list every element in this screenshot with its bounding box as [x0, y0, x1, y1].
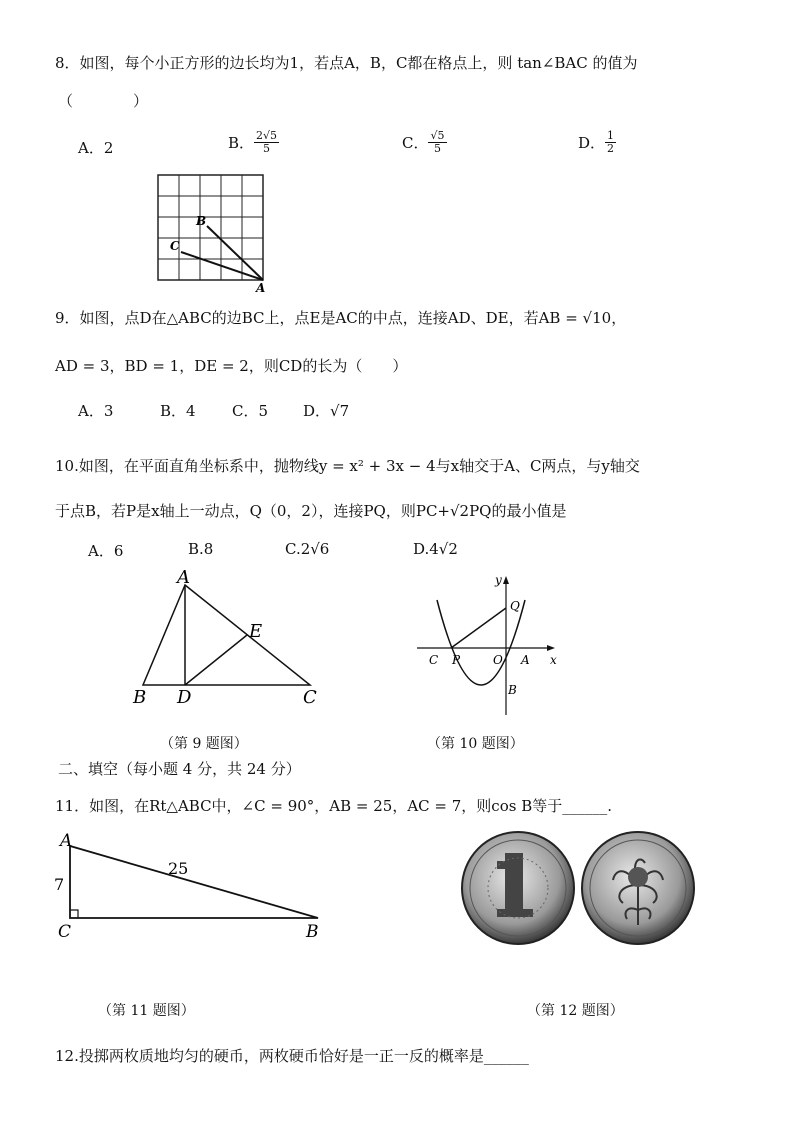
- label-y: y: [495, 573, 502, 587]
- q9-stem-line2: AD = 3，BD = 1，DE = 2，则CD的长为（ ）: [55, 357, 408, 375]
- label-c: C: [58, 922, 72, 942]
- q12-stem: 12.投掷两枚质地均匀的硬币，两枚硬币恰好是一正一反的概率是______: [55, 1047, 529, 1065]
- label-x: x: [550, 653, 557, 667]
- segment-pq: [451, 608, 506, 648]
- label-a: A: [60, 831, 73, 851]
- label-a: A: [521, 653, 530, 667]
- q10-option-a: A．6: [88, 542, 124, 560]
- label-b: B: [196, 214, 207, 228]
- q9-option-c: C．5: [232, 402, 269, 420]
- label-length-ab: 25: [168, 859, 189, 878]
- q12-caption: （第 12 题图）: [527, 1003, 624, 1019]
- q10-stem-line1: 10.如图，在平面直角坐标系中，抛物线y = x² + 3x − 4与x轴交于A、C两点，与y轴交: [55, 457, 640, 475]
- q9-triangle-figure: [125, 565, 335, 710]
- label-length-ac: 7: [54, 875, 65, 894]
- q10-option-d: D.4√2: [413, 540, 458, 558]
- q8-option-d: D． $\frac{1}{2}$: [578, 129, 615, 155]
- q12-coins-figure: [455, 825, 700, 955]
- q10-caption: （第 10 题图）: [427, 736, 524, 752]
- label-a: A: [256, 281, 266, 295]
- section-title: 二、填空（每小题 4 分，共 24 分）: [58, 760, 301, 778]
- coin-back-icon: [582, 832, 694, 944]
- label-c: C: [303, 687, 317, 708]
- right-angle-mark: [70, 910, 78, 918]
- q11-stem: 11．如图，在Rt△ABC中，∠C = 90°，AB = 25，AC = 7，则cos B等于______.: [55, 797, 612, 815]
- q9-option-b: B．4: [160, 402, 196, 420]
- q10-option-b: B.8: [188, 540, 214, 558]
- q11-caption: （第 11 题图）: [98, 1003, 195, 1019]
- y-axis-arrow: [503, 576, 509, 584]
- q11-right-triangle-figure: [50, 830, 340, 945]
- q10-option-c: C.2√6: [285, 540, 330, 558]
- label-c: C: [170, 239, 180, 253]
- segment-ab: [207, 226, 263, 280]
- label-q: Q: [510, 599, 520, 613]
- q9-stem-line1: 9．如图，点D在△ABC的边BC上，点E是AC的中点，连接AD、DE，若AB = √10，: [55, 309, 627, 327]
- q8-answer-paren: （ ）: [58, 92, 149, 110]
- label-o: O: [493, 653, 503, 667]
- coin-front-icon: [462, 832, 574, 944]
- label-c: C: [429, 653, 439, 667]
- triangle-abc: [70, 846, 318, 918]
- q9-caption: （第 9 题图）: [160, 736, 248, 752]
- triangle-abc: [143, 585, 310, 685]
- q10-stem-line2: 于点B，若P是x轴上一动点，Q（0，2），连接PQ，则PC+√2PQ的最小值是: [55, 502, 567, 520]
- segment-ac: [181, 252, 263, 280]
- q8-option-a: A．2: [78, 139, 114, 157]
- label-b: B: [133, 687, 147, 708]
- label-e: E: [249, 621, 263, 642]
- label-p: P: [452, 653, 461, 667]
- label-d: D: [177, 687, 192, 708]
- q9-option-d: D．√7: [303, 402, 350, 420]
- x-axis-arrow: [547, 645, 555, 651]
- segment-de: [185, 635, 247, 685]
- q8-option-c: C． $\frac{√5}{5}$: [402, 129, 445, 155]
- q10-parabola-figure: [415, 570, 565, 720]
- label-b: B: [508, 683, 517, 697]
- label-b: B: [306, 922, 319, 942]
- q9-option-a: A．3: [78, 402, 114, 420]
- q8-grid-figure: [150, 170, 275, 295]
- label-a: A: [177, 567, 190, 588]
- q8-option-b: B． $\frac{2√5}{5}$: [228, 129, 278, 155]
- q8-stem: 8．如图，每个小正方形的边长均为1，若点A，B，C都在格点上，则 tan∠BAC 的值为: [55, 54, 638, 72]
